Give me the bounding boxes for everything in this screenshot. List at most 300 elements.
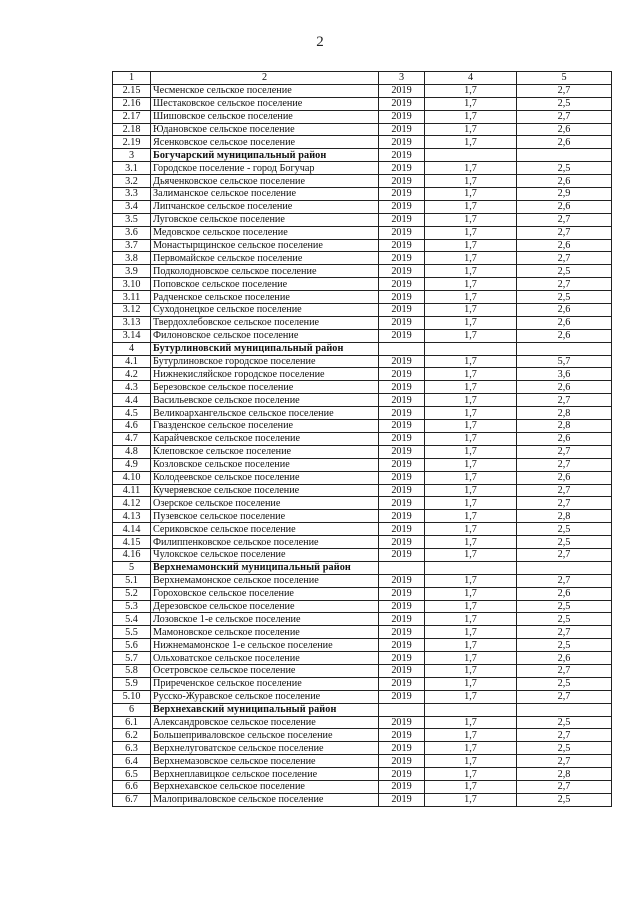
year-cell: 2019 [379,484,425,497]
table-row [113,793,612,806]
table-row [113,226,612,239]
column-4-value-cell: 1,7 [425,458,517,471]
row-number-cell: 5.7 [113,652,151,665]
table-row [113,523,612,536]
table-row [113,716,612,729]
page-number: 2 [316,34,324,50]
row-number-cell: 5.6 [113,639,151,652]
row-number-cell: 5.10 [113,690,151,703]
column-5-value-cell: 2,6 [517,123,612,136]
settlement-name-cell: Подколодновское сельское поселение [151,265,379,278]
column-5-value-cell: 2,5 [517,265,612,278]
column-5-value-cell: 2,6 [517,329,612,342]
column-5-value-cell: 2,8 [517,407,612,420]
column-5-value-cell: 2,6 [517,304,612,317]
row-number-cell: 5.9 [113,677,151,690]
row-number-cell: 4.13 [113,510,151,523]
row-number-cell: 6.5 [113,768,151,781]
column-4-value-cell: 1,7 [425,690,517,703]
column-4-value-cell: 1,7 [425,613,517,626]
year-cell: 2019 [379,304,425,317]
year-cell [379,342,425,355]
column-5-value-cell [517,703,612,716]
column-4-value-cell: 1,7 [425,484,517,497]
column-4-value-cell: 1,7 [425,213,517,226]
table-row [113,548,612,561]
table-row [113,252,612,265]
row-number-cell: 2.19 [113,136,151,149]
settlement-name-cell: Городское поселение - город Богучар [151,162,379,175]
year-cell: 2019 [379,639,425,652]
settlement-name-cell: Лозовское 1-е сельское поселение [151,613,379,626]
table-row [113,136,612,149]
column-4-value-cell: 1,7 [425,497,517,510]
year-cell: 2019 [379,432,425,445]
column-5-value-cell: 2,5 [517,97,612,110]
year-cell: 2019 [379,780,425,793]
column-5-value-cell [517,149,612,162]
table-row [113,626,612,639]
column-5-value-cell: 2,7 [517,84,612,97]
district-row [113,561,612,574]
table-row [113,600,612,613]
column-4-value-cell [425,703,517,716]
column-4-value-cell: 1,7 [425,664,517,677]
row-number-cell: 3.6 [113,226,151,239]
column-5-value-cell [517,561,612,574]
table-row [113,278,612,291]
table-row [113,420,612,433]
column-5-value-cell: 2,5 [517,600,612,613]
table-row [113,213,612,226]
row-number-cell: 4.8 [113,445,151,458]
table-row [113,536,612,549]
settlement-name-cell: Приреченское сельское поселение [151,677,379,690]
table-row [113,574,612,587]
settlement-name-cell: Верхнемамонское сельское поселение [151,574,379,587]
table-row [113,729,612,742]
row-number-cell: 3.3 [113,188,151,201]
year-cell: 2019 [379,368,425,381]
column-4-value-cell: 1,7 [425,652,517,665]
year-cell: 2019 [379,278,425,291]
table-row [113,458,612,471]
year-cell: 2019 [379,445,425,458]
year-cell: 2019 [379,510,425,523]
year-cell: 2019 [379,213,425,226]
table-row [113,587,612,600]
table-row [113,200,612,213]
row-number-cell: 4.6 [113,420,151,433]
year-cell: 2019 [379,123,425,136]
column-4-value-cell: 1,7 [425,226,517,239]
settlement-name-cell: Дьяченковское сельское поселение [151,175,379,188]
settlement-name-cell: Верхнелуговатское сельское поселение [151,742,379,755]
year-cell: 2019 [379,136,425,149]
settlement-name-cell: Верхнехавское сельское поселение [151,780,379,793]
row-number-cell: 4.5 [113,407,151,420]
settlement-name-cell: Озерское сельское поселение [151,497,379,510]
settlement-name-cell: Гвазденское сельское поселение [151,420,379,433]
settlement-name-cell: Филоновское сельское поселение [151,329,379,342]
column-5-value-cell: 2,7 [517,445,612,458]
year-cell: 2019 [379,329,425,342]
settlement-name-cell: Луговское сельское поселение [151,213,379,226]
year-cell: 2019 [379,729,425,742]
column-4-value-cell: 1,7 [425,329,517,342]
column-4-value-cell: 1,7 [425,768,517,781]
column-4-value-cell: 1,7 [425,200,517,213]
year-cell [379,703,425,716]
settlement-name-cell: Нижнекисляйское городское поселение [151,368,379,381]
column-5-value-cell: 2,7 [517,110,612,123]
column-5-value-cell [517,342,612,355]
row-number-cell: 3.14 [113,329,151,342]
year-cell: 2019 [379,149,425,162]
column-5-value-cell: 2,7 [517,574,612,587]
settlement-name-cell: Верхнемамонский муниципальный район [151,561,379,574]
year-cell: 2019 [379,200,425,213]
column-4-value-cell: 1,7 [425,716,517,729]
row-number-cell: 4.2 [113,368,151,381]
column-5-value-cell: 5,7 [517,355,612,368]
settlement-name-cell: Ясенковское сельское поселение [151,136,379,149]
row-number-cell: 4.11 [113,484,151,497]
table-row [113,97,612,110]
column-4-value-cell [425,149,517,162]
settlement-name-cell: Сериковское сельское поселение [151,523,379,536]
row-number-cell: 4.9 [113,458,151,471]
column-4-value-cell: 1,7 [425,407,517,420]
table-row [113,84,612,97]
settlement-name-cell: Залиманское сельское поселение [151,188,379,201]
column-4-value-cell: 1,7 [425,265,517,278]
column-4-value-cell: 1,7 [425,729,517,742]
column-5-value-cell: 2,6 [517,652,612,665]
table-row [113,768,612,781]
row-number-cell: 6.1 [113,716,151,729]
year-cell: 2019 [379,226,425,239]
year-cell: 2019 [379,677,425,690]
year-cell: 2019 [379,381,425,394]
column-header-3: 3 [379,72,425,85]
row-number-cell: 3.8 [113,252,151,265]
column-4-value-cell: 1,7 [425,587,517,600]
settlement-name-cell: Мамоновское сельское поселение [151,626,379,639]
row-number-cell: 5.8 [113,664,151,677]
year-cell: 2019 [379,742,425,755]
column-5-value-cell: 2,8 [517,510,612,523]
district-row [113,149,612,162]
year-cell: 2019 [379,110,425,123]
column-5-value-cell: 2,8 [517,420,612,433]
table-row [113,497,612,510]
table-row [113,639,612,652]
column-5-value-cell: 2,7 [517,664,612,677]
row-number-cell: 5.1 [113,574,151,587]
settlement-name-cell: Чесменское сельское поселение [151,84,379,97]
column-4-value-cell: 1,7 [425,316,517,329]
column-4-value-cell: 1,7 [425,188,517,201]
year-cell: 2019 [379,548,425,561]
column-4-value-cell: 1,7 [425,780,517,793]
settlement-name-cell: Бутурлиновское городское поселение [151,355,379,368]
column-4-value-cell: 1,7 [425,110,517,123]
year-cell: 2019 [379,536,425,549]
column-5-value-cell: 2,7 [517,497,612,510]
table-row [113,162,612,175]
row-number-cell: 2.17 [113,110,151,123]
row-number-cell: 2.18 [113,123,151,136]
column-5-value-cell: 2,7 [517,278,612,291]
settlement-name-cell: Богучарский муниципальный район [151,149,379,162]
settlement-name-cell: Липчанское сельское поселение [151,200,379,213]
year-cell: 2019 [379,97,425,110]
year-cell: 2019 [379,497,425,510]
column-5-value-cell: 2,7 [517,484,612,497]
table-row [113,188,612,201]
row-number-cell: 3.2 [113,175,151,188]
row-number-cell: 6.2 [113,729,151,742]
column-4-value-cell: 1,7 [425,278,517,291]
column-5-value-cell: 2,5 [517,613,612,626]
settlement-name-cell: Первомайское сельское поселение [151,252,379,265]
column-4-value-cell: 1,7 [425,600,517,613]
row-number-cell: 4 [113,342,151,355]
settlement-name-cell: Верхнеплавицкое сельское поселение [151,768,379,781]
year-cell: 2019 [379,600,425,613]
row-number-cell: 4.7 [113,432,151,445]
column-4-value-cell: 1,7 [425,523,517,536]
settlement-name-cell: Большеприваловское сельское поселение [151,729,379,742]
year-cell: 2019 [379,162,425,175]
table-row [113,445,612,458]
year-cell: 2019 [379,188,425,201]
column-5-value-cell: 2,5 [517,162,612,175]
year-cell: 2019 [379,394,425,407]
column-5-value-cell: 2,7 [517,213,612,226]
table-header-row [113,72,612,85]
column-5-value-cell: 2,7 [517,548,612,561]
table-row [113,381,612,394]
column-5-value-cell: 2,6 [517,136,612,149]
settlement-name-cell: Шишовское сельское поселение [151,110,379,123]
year-cell: 2019 [379,84,425,97]
column-5-value-cell: 2,7 [517,458,612,471]
row-number-cell: 3.7 [113,239,151,252]
column-5-value-cell: 2,6 [517,175,612,188]
column-4-value-cell: 1,7 [425,574,517,587]
table-row [113,355,612,368]
table-row [113,265,612,278]
column-5-value-cell: 2,6 [517,381,612,394]
table-row [113,484,612,497]
column-4-value-cell [425,342,517,355]
row-number-cell: 4.1 [113,355,151,368]
column-4-value-cell: 1,7 [425,239,517,252]
settlement-name-cell: Васильевское сельское поселение [151,394,379,407]
table-row [113,677,612,690]
column-5-value-cell: 2,6 [517,316,612,329]
row-number-cell: 3.10 [113,278,151,291]
settlement-name-cell: Клеповское сельское поселение [151,445,379,458]
table-row [113,780,612,793]
column-header-4: 4 [425,72,517,85]
table-row [113,510,612,523]
column-5-value-cell: 2,6 [517,587,612,600]
row-number-cell: 6.3 [113,742,151,755]
row-number-cell: 5 [113,561,151,574]
table-row [113,742,612,755]
year-cell: 2019 [379,755,425,768]
column-5-value-cell: 2,6 [517,239,612,252]
column-4-value-cell: 1,7 [425,548,517,561]
year-cell: 2019 [379,407,425,420]
column-5-value-cell: 2,5 [517,523,612,536]
settlement-name-cell: Козловское сельское поселение [151,458,379,471]
column-4-value-cell: 1,7 [425,471,517,484]
settlement-name-cell: Ольховатское сельское поселение [151,652,379,665]
settlement-name-cell: Медовское сельское поселение [151,226,379,239]
district-row [113,342,612,355]
year-cell: 2019 [379,690,425,703]
settlement-name-cell: Юдановское сельское поселение [151,123,379,136]
row-number-cell: 3.13 [113,316,151,329]
row-number-cell: 3.9 [113,265,151,278]
row-number-cell: 5.2 [113,587,151,600]
column-4-value-cell: 1,7 [425,420,517,433]
column-4-value-cell: 1,7 [425,394,517,407]
settlement-name-cell: Монастырщинское сельское поселение [151,239,379,252]
column-5-value-cell: 2,7 [517,755,612,768]
settlement-name-cell: Гороховское сельское поселение [151,587,379,600]
column-5-value-cell: 2,8 [517,768,612,781]
table-row [113,664,612,677]
column-4-value-cell: 1,7 [425,536,517,549]
table-row [113,239,612,252]
column-4-value-cell: 1,7 [425,432,517,445]
column-5-value-cell: 2,5 [517,677,612,690]
table-row [113,329,612,342]
column-5-value-cell: 2,5 [517,639,612,652]
table-row [113,110,612,123]
column-5-value-cell: 2,6 [517,200,612,213]
column-4-value-cell: 1,7 [425,742,517,755]
row-number-cell: 6.4 [113,755,151,768]
column-4-value-cell: 1,7 [425,291,517,304]
column-5-value-cell: 2,7 [517,729,612,742]
column-4-value-cell: 1,7 [425,793,517,806]
column-4-value-cell: 1,7 [425,304,517,317]
column-4-value-cell: 1,7 [425,626,517,639]
column-5-value-cell: 2,5 [517,536,612,549]
column-5-value-cell: 2,6 [517,432,612,445]
column-5-value-cell: 2,5 [517,291,612,304]
year-cell: 2019 [379,652,425,665]
settlement-name-cell: Александровское сельское поселение [151,716,379,729]
column-header-1: 1 [113,72,151,85]
row-number-cell: 6.7 [113,793,151,806]
column-5-value-cell: 2,7 [517,394,612,407]
year-cell: 2019 [379,252,425,265]
settlement-name-cell: Твердохлебовское сельское поселение [151,316,379,329]
column-4-value-cell: 1,7 [425,355,517,368]
row-number-cell: 4.15 [113,536,151,549]
year-cell: 2019 [379,316,425,329]
column-4-value-cell: 1,7 [425,252,517,265]
settlement-name-cell: Березовское сельское поселение [151,381,379,394]
year-cell: 2019 [379,664,425,677]
year-cell: 2019 [379,239,425,252]
settlement-name-cell: Верхнехавский муниципальный район [151,703,379,716]
settlement-name-cell: Великоархангельское сельское поселение [151,407,379,420]
column-4-value-cell: 1,7 [425,123,517,136]
column-4-value-cell: 1,7 [425,677,517,690]
table-row [113,690,612,703]
column-4-value-cell: 1,7 [425,175,517,188]
settlement-name-cell: Шестаковское сельское поселение [151,97,379,110]
column-5-value-cell: 2,9 [517,188,612,201]
settlement-name-cell: Карайчевское сельское поселение [151,432,379,445]
table-row [113,755,612,768]
column-4-value-cell: 1,7 [425,97,517,110]
column-5-value-cell: 2,5 [517,742,612,755]
column-4-value-cell: 1,7 [425,510,517,523]
row-number-cell: 3.11 [113,291,151,304]
year-cell: 2019 [379,716,425,729]
row-number-cell: 6 [113,703,151,716]
settlement-name-cell: Дерезовское сельское поселение [151,600,379,613]
row-number-cell: 5.4 [113,613,151,626]
column-5-value-cell: 2,6 [517,471,612,484]
column-4-value-cell: 1,7 [425,84,517,97]
row-number-cell: 4.14 [113,523,151,536]
table-row [113,123,612,136]
column-5-value-cell: 2,5 [517,716,612,729]
column-5-value-cell: 2,7 [517,226,612,239]
column-5-value-cell: 2,7 [517,252,612,265]
year-cell: 2019 [379,574,425,587]
year-cell: 2019 [379,587,425,600]
settlement-name-cell: Колодеевское сельское поселение [151,471,379,484]
year-cell: 2019 [379,523,425,536]
year-cell: 2019 [379,471,425,484]
year-cell: 2019 [379,355,425,368]
year-cell: 2019 [379,768,425,781]
row-number-cell: 3.1 [113,162,151,175]
row-number-cell: 4.3 [113,381,151,394]
table-row [113,304,612,317]
year-cell: 2019 [379,626,425,639]
column-5-value-cell: 2,7 [517,626,612,639]
settlement-name-cell: Нижнемамонское 1-е сельское поселение [151,639,379,652]
row-number-cell: 2.16 [113,97,151,110]
settlement-name-cell: Поповское сельское поселение [151,278,379,291]
year-cell [379,561,425,574]
data-table [112,71,612,807]
table-body [113,72,612,807]
year-cell: 2019 [379,793,425,806]
row-number-cell: 3.5 [113,213,151,226]
table-row [113,394,612,407]
table-row [113,368,612,381]
row-number-cell: 4.16 [113,548,151,561]
column-4-value-cell [425,561,517,574]
year-cell: 2019 [379,458,425,471]
row-number-cell: 2.15 [113,84,151,97]
column-5-value-cell: 2,7 [517,690,612,703]
settlement-name-cell: Бутурлиновский муниципальный район [151,342,379,355]
